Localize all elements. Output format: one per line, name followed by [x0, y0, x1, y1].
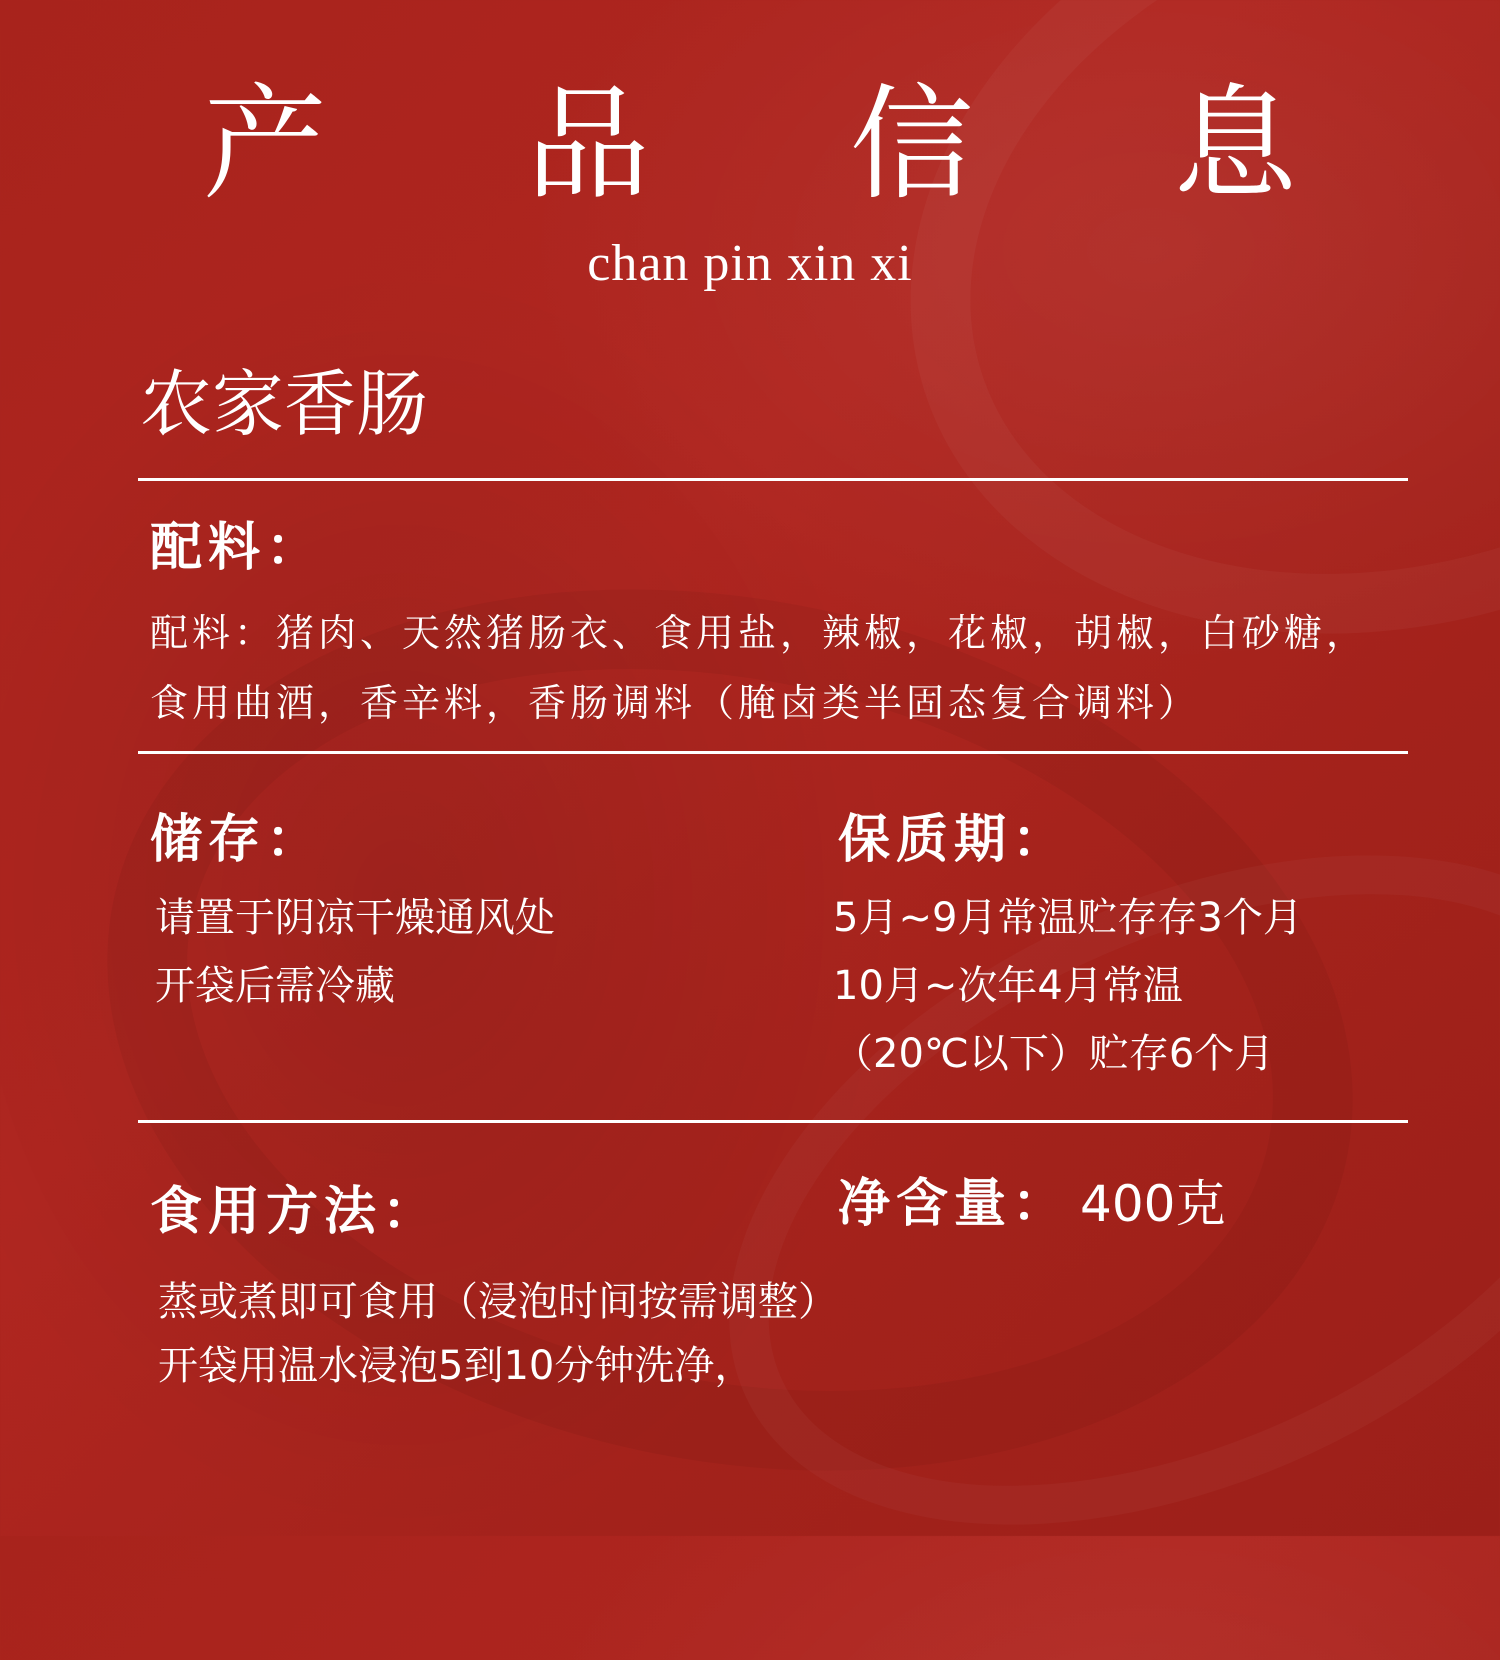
product-name: 农家香肠 [140, 362, 429, 446]
storage-text [155, 884, 555, 1020]
shelf-life-line: （20℃以下）贮存6个月 [833, 1031, 1275, 1077]
ingredients-line: 配料：猪肉、天然猪肠衣、食用盐，辣椒，花椒，胡椒，白砂糖， [150, 611, 1369, 655]
net-content-label: 净含量： [838, 1174, 1071, 1234]
net-content [838, 1172, 1225, 1236]
divider [138, 1120, 1408, 1123]
ingredients-text [150, 598, 1368, 738]
page-subtitle: chan pin xin xi [587, 235, 913, 292]
storage-line: 开袋后需冷藏 [155, 963, 395, 1009]
divider [138, 751, 1408, 754]
net-content-value: 400克 [1080, 1175, 1226, 1233]
page-title: 产 品 信 息 [202, 73, 1378, 217]
storage-line: 请置于阴凉干燥通风处 [155, 895, 555, 941]
usage-line: 开袋用温水浸泡5到10分钟洗净， [158, 1343, 755, 1389]
shelf-life-line: 5月~9月常温贮存存3个月 [833, 895, 1303, 941]
storage-label: 储存： [150, 810, 325, 870]
usage-text [158, 1270, 838, 1398]
usage-line: 蒸或煮即可食用（浸泡时间按需调整） [158, 1279, 838, 1325]
usage-label: 食用方法： [150, 1182, 441, 1242]
divider [138, 478, 1408, 481]
ingredients-label: 配料： [150, 518, 325, 578]
shelf-life-line: 10月~次年4月常温 [833, 963, 1183, 1009]
shelf-life-text [833, 884, 1303, 1088]
ingredients-line: 食用曲酒，香辛料，香肠调料（腌卤类半固态复合调料） [150, 681, 1201, 725]
shelf-life-label: 保质期： [838, 810, 1071, 870]
